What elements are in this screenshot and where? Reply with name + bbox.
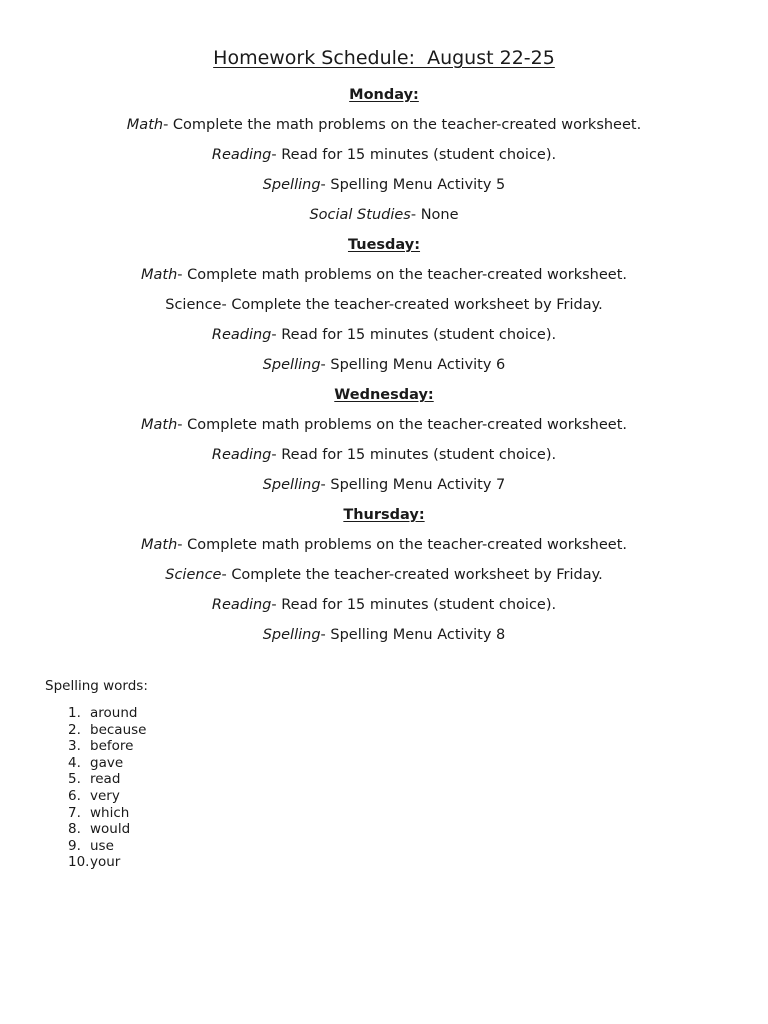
- homework-task: [0, 410, 768, 440]
- task-separator: -: [271, 147, 282, 163]
- task-subject: Math: [141, 417, 178, 433]
- spelling-word: around: [90, 705, 138, 721]
- spelling-words-list: [45, 705, 445, 871]
- task-separator: -: [271, 447, 282, 463]
- document-title-text: Homework Schedule: August 22-25: [213, 47, 555, 69]
- spelling-word: read: [90, 771, 121, 788]
- spelling-word: before: [90, 738, 134, 755]
- day-heading-text: Thursday:: [343, 507, 425, 523]
- spelling-word: which: [90, 804, 130, 821]
- spelling-word-item: [45, 755, 445, 772]
- spelling-word-number: 8.: [68, 821, 81, 838]
- task-subject: Spelling: [262, 627, 321, 643]
- homework-task: [0, 530, 768, 560]
- task-description: Complete the teacher-created worksheet by Friday.: [231, 297, 603, 313]
- spelling-word: gave: [90, 754, 124, 771]
- day-heading-text: Tuesday:: [347, 237, 421, 253]
- homework-task: [0, 170, 768, 200]
- spelling-word-item: [45, 821, 445, 838]
- task-subject: Spelling: [262, 357, 321, 373]
- spelling-word: would: [90, 821, 131, 838]
- homework-task: [0, 620, 768, 650]
- task-description: Complete math problems on the teacher-created worksheet.: [187, 267, 627, 283]
- spelling-word: very: [90, 787, 120, 804]
- task-description: None: [420, 207, 459, 223]
- task-subject: Reading: [211, 447, 272, 463]
- homework-task: [0, 200, 768, 230]
- task-separator: -: [221, 297, 232, 313]
- homework-task: [0, 470, 768, 500]
- spelling-word-number: 5.: [68, 771, 81, 788]
- task-subject: Social Studies: [309, 207, 411, 223]
- document-title: [0, 45, 768, 71]
- spelling-word-item: [45, 738, 445, 755]
- task-separator: -: [320, 357, 331, 373]
- task-description: Complete the math problems on the teacher-created worksheet.: [172, 117, 642, 133]
- homework-task: [0, 110, 768, 140]
- day-heading: [0, 230, 768, 260]
- task-description: Read for 15 minutes (student choice).: [281, 147, 557, 163]
- spelling-word-number: 4.: [68, 754, 81, 771]
- spelling-word-number: 1.: [68, 705, 81, 721]
- task-separator: -: [177, 537, 188, 553]
- spelling-word-item: [45, 854, 445, 871]
- homework-task: [0, 320, 768, 350]
- spelling-word-number: 7.: [68, 804, 81, 821]
- task-description: Spelling Menu Activity 7: [330, 477, 506, 493]
- spelling-word: use: [90, 837, 114, 854]
- task-subject: Science: [165, 297, 222, 313]
- task-description: Spelling Menu Activity 5: [330, 177, 506, 193]
- task-separator: -: [320, 177, 331, 193]
- task-separator: -: [320, 477, 331, 493]
- task-subject: Spelling: [262, 477, 321, 493]
- spelling-word-item: [45, 838, 445, 855]
- homework-task: [0, 590, 768, 620]
- task-separator: -: [320, 627, 331, 643]
- homework-task: [0, 260, 768, 290]
- homework-task: [0, 350, 768, 380]
- task-subject: Science: [165, 567, 222, 583]
- homework-task: [0, 290, 768, 320]
- day-heading: [0, 380, 768, 410]
- spelling-word-number: 10.: [68, 854, 90, 871]
- day-heading: [0, 500, 768, 530]
- task-description: Complete the teacher-created worksheet by Friday.: [231, 567, 603, 583]
- task-description: Read for 15 minutes (student choice).: [281, 597, 557, 613]
- spelling-word-number: 6.: [68, 787, 81, 804]
- day-heading-text: Wednesday:: [334, 387, 434, 403]
- task-subject: Math: [141, 267, 178, 283]
- task-description: Read for 15 minutes (student choice).: [281, 327, 557, 343]
- homework-task: [0, 560, 768, 590]
- task-separator: -: [271, 597, 282, 613]
- spelling-word-item: [45, 771, 445, 788]
- task-separator: -: [177, 417, 188, 433]
- task-separator: -: [163, 117, 173, 133]
- spelling-word-item: [45, 788, 445, 805]
- task-description: Read for 15 minutes (student choice).: [281, 447, 557, 463]
- task-separator: -: [221, 567, 232, 583]
- homework-task: [0, 440, 768, 470]
- task-description: Complete math problems on the teacher-created worksheet.: [187, 417, 627, 433]
- task-description: Spelling Menu Activity 6: [330, 357, 506, 373]
- task-subject: Reading: [211, 147, 272, 163]
- task-subject: Spelling: [262, 177, 321, 193]
- task-subject: Reading: [211, 597, 272, 613]
- task-description: Spelling Menu Activity 8: [330, 627, 506, 643]
- spelling-word-number: 2.: [68, 721, 81, 738]
- task-subject: Math: [126, 117, 164, 133]
- homework-schedule: [0, 80, 768, 650]
- task-separator: -: [177, 267, 188, 283]
- homework-task: [0, 140, 768, 170]
- day-heading: [0, 80, 768, 110]
- spelling-words-label: Spelling words:: [45, 678, 148, 694]
- day-heading-text: Monday:: [349, 87, 419, 103]
- task-description: Complete math problems on the teacher-created worksheet.: [187, 537, 627, 553]
- spelling-word-item: [45, 705, 445, 722]
- spelling-word-item: [45, 722, 445, 739]
- task-subject: Reading: [211, 327, 272, 343]
- task-separator: -: [271, 327, 282, 343]
- spelling-word: your: [90, 854, 121, 871]
- spelling-word-item: [45, 805, 445, 822]
- spelling-word-number: 3.: [68, 738, 81, 755]
- spelling-words-section: [45, 677, 445, 871]
- task-separator: -: [410, 207, 421, 223]
- spelling-word-number: 9.: [68, 837, 81, 854]
- spelling-word: because: [90, 721, 147, 738]
- task-subject: Math: [141, 537, 178, 553]
